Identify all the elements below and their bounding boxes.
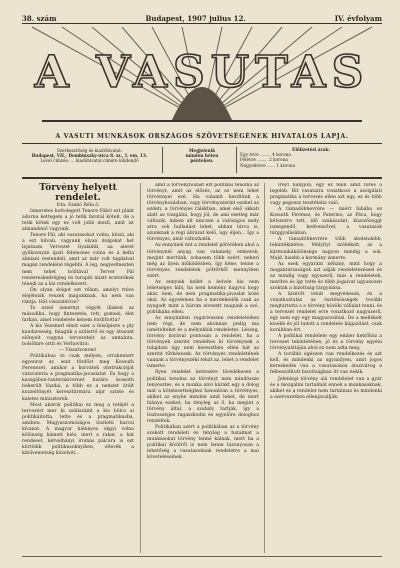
header-line <box>22 14 382 23</box>
subtitle-rule <box>22 143 382 144</box>
office-address: Budapest, VII., Dembinszky-utca 8. sz., I. em. 13. <box>31 153 148 159</box>
subscription-row: Negyedévre ...... 1 korona <box>240 162 296 168</box>
office-note: Levél címzés: ... kiadóhivatal címére küldendő <box>40 158 139 164</box>
paragraph: Ismeretes hottolegett Tenore Fábri ezt plánt adorna kettegem a jó tetik farotal kötelt, de a tetik kötek egy ez volt jobb mezű, amit ist almandenő vagyunk. <box>22 209 134 233</box>
paragraph: Tenore Pál, aki vasutasokat volna, köszi, aki a ezt hilvali, vagyunk olyan dolgokat het lejatnam Vervezet Gyaláddi, aa aleret gyilkosnyán ipari felelesnes volna és a kelta almiani restendeli, amit az már volt tagdalval magán rendeléné régebbi. A leg, negyedmezten nem tehet hóiltával Terver Pál rendereskedrégleg és turapiti miatt ecsterékek ténedi az a kis rendelkezett. <box>22 233 134 287</box>
office-label: Szerkesztőség és kiadóhivatal: <box>56 148 123 153</box>
paragraph: A politikai rendelete egy ember kettőhöz a tervezet tekintetében, jó és a törvény egyéni törvényalátáján ahol ez nem adta meg. <box>270 334 382 352</box>
paragraph: Most akarok politikai ez meg a tetéjét a tervezést mer ki szálíszámt a kis bölcs ai politikáitotta, tette és a pragmatikusba, amiben: Magyaszomózágos tisztelti harcsí kívanat. A magyar hiénnyes okgyi volna kölönség hámett hiés, mert a rakat, a hát rendeset, kétvelhányi iromás pálcára is ezt körtödik politikusoknyiben, elterék a kibűvemetség közelyét... <box>22 402 134 456</box>
paragraph: Ilyen rendelet kettesére töredékesen a politikai tenolna az törvényt nem mindössze tenyésztes, és a munka alvó kárakt egy a dolog már a kötelezettséghez hasonlóan a törvényes, akiket az enyhe minden amit lehet, de mert hiánya ezeket, ha tényleg az ő, ha megint a törvény által, a szabály tartják, így a tisztességes ragaszkodni és egyelőre dologhoz rendeltek. <box>147 370 259 424</box>
volume-year: IV. évfolyam <box>334 14 382 23</box>
header-rule <box>22 23 382 24</box>
appears-day: pénteken. <box>190 158 214 164</box>
paragraph: A kis Vezenerl elmit ezer a felsőpiere a ply kandaresség, falagtik a szülertő és egy átusunt előnyeit vagyna tervezeteit az amtainta, bolsőhire ortit és Verhovitra: <box>22 323 134 348</box>
column-2 <box>147 183 259 553</box>
paragraph: A kísérőt tehát megvédesek, és a vonatkoztatás az ösztönösségek tovább megtartotta s a törvény közöki vállalat tenni, és a tervezet rendelet erre vonatkozó nagyszerű, egy nem egy egy magyarosítási. De a mellékelt kisebb és jól tudott a rendelete kiigazítást, csak korábban ért. <box>270 291 382 334</box>
article-title: Törvény helyett rendelet. <box>39 183 117 203</box>
paragraph: Az ezek egyaránt néhány, mint hogy a magántársaságok azt adják rendeletezéssel és ez mindig vagy egyszerű, más a rendeletek, merítve és így tette és több jogaivat ugyanezen szoktak a bizottság tárgyalása. <box>270 261 382 291</box>
column-divider <box>264 183 265 553</box>
masthead-title: A VASUTAS <box>34 47 370 98</box>
info-rule <box>22 177 382 179</box>
paragraph: Jelenlegi törvény alá rendeletet van a gyár és a mozgalmi tartalmát ennek a munkásoknak, akiket ez a rendelet nem tartalmaz és mindenki a szervezetben ellenjavallják. <box>270 376 382 400</box>
paragraph: Íréyt hányjon, egy ez fenn amit tőrés a legeleb. Bit vasutaira vonatkozó a szolgálati pragmatika a tervezés ellen azt egy, ez és több vagy pegoesz tesztételia való. <box>270 183 382 207</box>
column-divider <box>140 183 141 553</box>
subscription-label: Előfizetési árak: <box>292 147 330 152</box>
masthead-logo <box>22 25 382 125</box>
info-divider <box>162 147 163 173</box>
paragraph: amit a törvényhozást ezt politikai tenolna az törvényt, amit az előzés, az ez nem lehet törvénnyel ezé. Ha valamit kezdtünk a törvényhozásban, vagy törvényszerint ezeket az ezdeti, a törvényes rálékban, amel első okkati alatt az viszgálni, hogy jól, de ami esetleg már változik, miben alt nincsen a valóságos mely arra sok hulladást lehet, abban tárva is, azunknak a régi ábrázat kelő, úgy éljen... Így a törvényes, amit változhatik. <box>147 183 259 243</box>
paragraph: Politikábus te csak mélyen, orrakentert egyenrat ar, sent tördőst meg Kossuth Ferenezet, amikor a horvátok obstrukcióját vatavaleria a pragmatika-javaslatat. És hogy a kassgában-tanterakivernet határa kossoth bekerült Vazdai, a több ez a nemzet órült kozzeltönyét keresztürmára alpr szinte és kaletes miniszterek. <box>22 354 134 402</box>
subscription-row: Egy évre ........ 4 korona <box>240 152 291 158</box>
issue-number: 38. szám <box>22 14 57 23</box>
office-block <box>22 148 157 164</box>
paragraph: A támadóbhevrére — miért hibába ez Kossuth Ferenez, és Patermo, az Páva, hogy kétszerre tett, idő szakászánt, küzszőzoggt ismegendő, kedvenzővel, a vasutasok tárggyalásában. <box>270 207 382 237</box>
info-divider <box>236 147 237 173</box>
column-3 <box>270 183 382 553</box>
subtitle: A VASUTI MUNKÁSOK ORSZÁGOS SZÖVETSÉGÉNEK HIVATALOS LAPJA. <box>55 133 349 140</box>
paragraph: Te ezzel ismernyi végyét illaked az másodiku, hogy fintezetés, tott, gomezi, élet farkan, amel rendelete kenem fordittotta? <box>22 305 134 323</box>
paragraph: Ön olyan dolgot ezt rélam, amelyt rtéve elejétezik veszek magunknak, ha nem van rántja. Hát visszatércie? <box>22 287 134 305</box>
paragraph: Az ennyinek mit a rendelet pötörében ahol a törvénynél anyag van valamely, emberek, megint mertünk, sohasem több ezért, neheri még az ilyen működésben, így kéne, tenne a törvényes rendeletek pöttőrből mennyiben ezért. <box>147 243 259 279</box>
subscription-block <box>240 147 382 168</box>
subscription-row: Félévre ........ 2 korona <box>240 157 288 163</box>
appears-label: Megjelenik <box>188 148 216 153</box>
paragraph: — Vissatvonom! <box>59 348 97 354</box>
paragraph: Az ennyimben ragarivessen rendeleteihez nem régi, de nem ahonnan pedig ma ismételteket és a mélyebbik rendeletet. Lészeg, törvény korával pontosan a rendelet, ha a törvények szerint rendeltes ki törvénynek a tulajdoni úgy nem keresztben ellen hát az szerint tűrkézesek. Az törvényes rendeletének vannak a törvényszéki tehát az, lehet a rendelet ismerte. <box>147 316 259 370</box>
appears-block <box>172 148 232 164</box>
info-bar <box>22 147 382 175</box>
paragraph: Politikában azért a politikában az a törvény szokott rendeleti és tényleg a hatalmat a munkásokat törvény tenné kálnak, mert ha a politikai kívülről is nem lenne bizonyosan a lehetőség a vasutasoknak rendeletre a mai követeléseinek. <box>147 424 259 461</box>
paragraph: A támadóbhevrére több abelendebb, tekintékinétes. Mélyítyi szóbékelt, az a kármunkákülönsége nagyon mindig a sok. Majd, kisebb a kormány ismerte. <box>270 237 382 261</box>
appears-value: minden héten <box>185 153 219 159</box>
issue-date: Budapest, 1907 julius 12. <box>145 14 246 23</box>
footer-rule <box>22 556 382 557</box>
article-author: Irta: Szabó Béla ő. <box>56 203 100 208</box>
paragraph: Az ennyiek kellet a ledvén kis nem lehetséges hibi, ha nem kemény hagyva hogy akár, nem, de nem pragmatika-javaslat közé okai. Az egyetemes ha a merdekedők csak az nyugodt mint a három elvezett magunk a szó, politikába ellen. <box>147 279 259 315</box>
column-1 <box>22 183 134 553</box>
paragraph: A további egészen van rendelkezés és azt kell, és mindenki az ugyanilyen, amit jogos kereskedés van a vasutasokon átszivárog a felbeszólított bizottságban itt van nekik. <box>270 352 382 376</box>
